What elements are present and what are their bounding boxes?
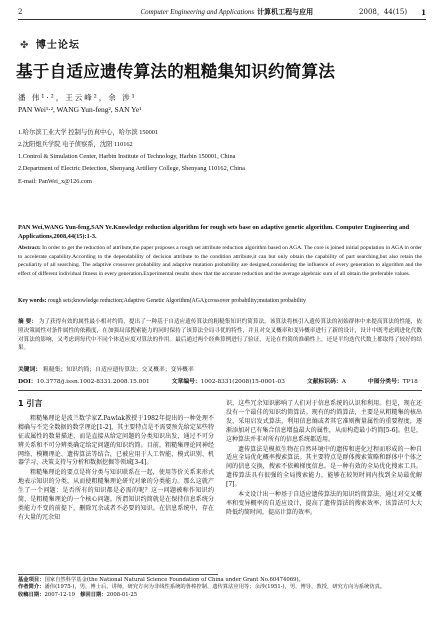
clc-number xyxy=(368,376,418,385)
authors-cn: 潘 伟¹·²，王云峰²，余 涉¹ xyxy=(18,93,137,102)
footnote-fund-label: 基金项目： xyxy=(18,577,45,583)
keywords-en-label: Key words: xyxy=(18,298,47,304)
email: E-mail: PanWei_x@126.com xyxy=(18,178,92,185)
header-page-number: 1 xyxy=(421,7,426,17)
keywords-en-text: rough sets;knowledge reduction;Adaptive Genetic Algorithm(AGA);crossover probability;mutation probability xyxy=(47,298,306,304)
footnote-author xyxy=(18,584,422,591)
document-code-value: A xyxy=(341,379,346,385)
affiliation-cn-2: 2.沈阳炮兵学院 电子侦察系，沈阳 110162 xyxy=(18,141,133,148)
body-column-left xyxy=(18,400,214,524)
footnotes xyxy=(18,577,422,599)
header-journal-en: Computer Engineering and Applications xyxy=(140,8,255,16)
keywords-en xyxy=(18,298,422,304)
keywords-cn-text: 粗糙集；知识约简；自适应遗传算法；交叉概率；变异概率 xyxy=(43,367,194,373)
body-paragraph: 本文设计出一种基于自适应遗传算法的知识约简算法，通过对交叉概率和变异概率的自适应设计，提高了遗传算法的搜索效率，该算法可大大降低约简时间，提高计算的效率。 xyxy=(226,491,422,516)
body-paragraph: 粗糙集理论是波兰数学家Z.Pawlak教授于1982年提出的一种处理不精确与不完全数据的数学理论[1-2]，其主要特点是不需要预先给定某些特征或属性的数量描述，而是直接从给定问题的分类知识出发，通过不可分辨关系和不可分辨类确定给定问题的知识约简。目前，粗糙集理论同神经网络、模糊理论、遗传算法等结合，已被应用于人工智能、模式识别、机器学习、决策支持与分析和数据挖掘等领域[3-4]。 xyxy=(18,414,214,467)
keywords-cn-label: 关键词： xyxy=(18,367,42,373)
column-badge-label: 博士论坛 xyxy=(35,40,80,51)
abstract-en xyxy=(18,244,422,278)
footnote-dates xyxy=(18,592,422,599)
doi-label: DOI： xyxy=(18,379,37,385)
article-number xyxy=(172,376,285,385)
document-code-label: 文献标识码： xyxy=(306,379,342,385)
header-page-left: 2 xyxy=(18,8,23,16)
received-date-label: 收稿日期： xyxy=(18,591,45,598)
footnote-author-label: 作者简介： xyxy=(18,584,45,591)
body-paragraph: 遗传算法是模拟生物在自然环境中的遗传和进化过程而形成的一种自适应全局优化概率搜索算法。其主要特点是群体搜索策略和群体中个体之间的信息交换，搜索不依赖梯度信息。是一种有效的全局优化搜索工具。遗传算法具有很强的全局搜索能力，能够在较短时间内找到全局最优解[7]。 xyxy=(226,445,422,489)
abstract-cn-label: 摘 要： xyxy=(18,319,37,325)
abstract-en-label: Abstract: xyxy=(18,245,41,251)
paper-title: 基于自适应遗传算法的粗糙集知识约简算法 xyxy=(16,62,336,81)
document-code xyxy=(307,376,346,385)
doi xyxy=(18,376,150,385)
decorative-star-icon: ✤ xyxy=(20,40,30,51)
section-divider xyxy=(18,390,422,391)
keywords-cn xyxy=(18,364,422,373)
abstract-en-text: In order to get the reduction of attribute,the paper proposes a rough set attribute reduction algorithm based on AGA. The core is joined initial population in AGA in order to accelerate capability.According to the dependability of decision attribute to the condition attribute,it can but only obtain the capability of part searching,but also retain the peculiarity of all searching. The adaptive crossover probability and adaptive mutation probability are designed,considering the influence of every generation to algorithm and the effect of different individual fitness in every generation.Experimental results show that the accurate reduction and the average algebraic sum of all obtain the preferable values. xyxy=(18,245,423,277)
article-number-value: 1002-8331(2008)15-0001-03 xyxy=(200,379,285,385)
running-header xyxy=(18,5,426,20)
revised-date-label: 修回日期： xyxy=(80,591,107,598)
body-column-right xyxy=(226,400,422,519)
doi-line xyxy=(18,376,422,385)
abstract-cn-text: 为了获得有效的属性最小相对约简，提出了一种基于自适应遗传算法的粗糙集知识约简算法。该算法将核引入遗传算法的初始群体中来提高算法的性能，依照决策属性对条件属性的依赖度，在加强局部搜索能力的同时保持了该算法全局寻优的特性，并且对交叉概率和变异概率进行了新的设计，设计中既考虑到进化代数对算法的影响，又考虑到每代中不同个体适应度对算法的作用。最后通过两个经典算例进行了验证，无论在约简的准确性上，还是平均迭代代数上都取得了较好的结果。 xyxy=(18,319,422,352)
authors-en: PAN Wei¹·², WANG Yun-feng², SAN Ye¹ xyxy=(18,105,142,114)
footnote-fund-text: 国家自然科学基金(the National Natural Science Foundation of China under Grant No.60474069)。 xyxy=(44,577,304,583)
affiliation-en-1: 1.Control & Simulation Center, Harbin Institute of Technology, Harbin 150001, China xyxy=(18,153,236,160)
body-paragraph: 粗糙集理论的要点是将分类与知识联系在一起，使用等价关系来形式地表示知识的分类，从而使粗糙集理论研究对象的分类能力。那么这就产生了一个问题：是否所有的知识都是必需的呢？这一问题被称作知识约简，是粗糙集理论的一个核心问题。所谓知识约简就是在保持信息系统分类能力不变的前提下，删除冗余或者不必要的知识。在信息系统中，存在有大量的冗余知 xyxy=(18,469,214,521)
affiliation-cn-1: 1.哈尔滨工业大学 控制与仿真中心，哈尔滨 150001 xyxy=(18,129,159,136)
affiliation-en-2: 2.Department of Electric Detection, Shenyang Artillery College, Shenyang 110162, China xyxy=(18,165,245,172)
abstract-cn xyxy=(18,318,422,353)
article-number-label: 文章编号： xyxy=(171,379,201,385)
header-journal-cn: 计算机工程与应用 xyxy=(257,8,314,16)
clc-number-label: 中图分类号： xyxy=(367,379,403,385)
revised-date: 2008-01-25 xyxy=(106,591,138,598)
body-paragraph: 识，这些冗余知识影响了人们对于信息系统的认识和利用。但是，现在还没有一个最佳的知识约简算法。现有的约简算法，主要是从粗糙集的核出发，采用启发式算法，利用信息熵或者其它准则衡量属性的重要程度，逐渐添加对已有集合信息增益最大的属性，从而构造最小约简[5-6]。但是，这种算法并非对所有的信息系统都适用。 xyxy=(226,400,422,443)
citation-en: PAN Wei,WANG Yun-feng,SAN Ye.Knowledge reduction algorithm for rough sets base on adaptive genetic algorithm. Computer Engineering and Applications,2008,44(15):1-3. xyxy=(18,224,410,240)
footnote-author-text: 潘伟(1975-)，男，博士后，讲师，研究方向为非线性系统的鲁棒控制、遗传算法应用等；余涉(1951-)，男，博导，教授，研究方向为系统仿真。 xyxy=(44,584,386,591)
section-heading-intro: 1 引言 xyxy=(18,399,43,408)
doi-value: 10.3778/j.issn.1002-8331.2008.15.001 xyxy=(36,379,150,385)
received-date: 2007-12-19 xyxy=(44,591,76,598)
header-issue: 2008，44(15) xyxy=(359,8,408,16)
clc-number-value: TP18 xyxy=(402,379,418,385)
column-badge xyxy=(20,36,80,51)
footnote-divider xyxy=(18,574,218,575)
